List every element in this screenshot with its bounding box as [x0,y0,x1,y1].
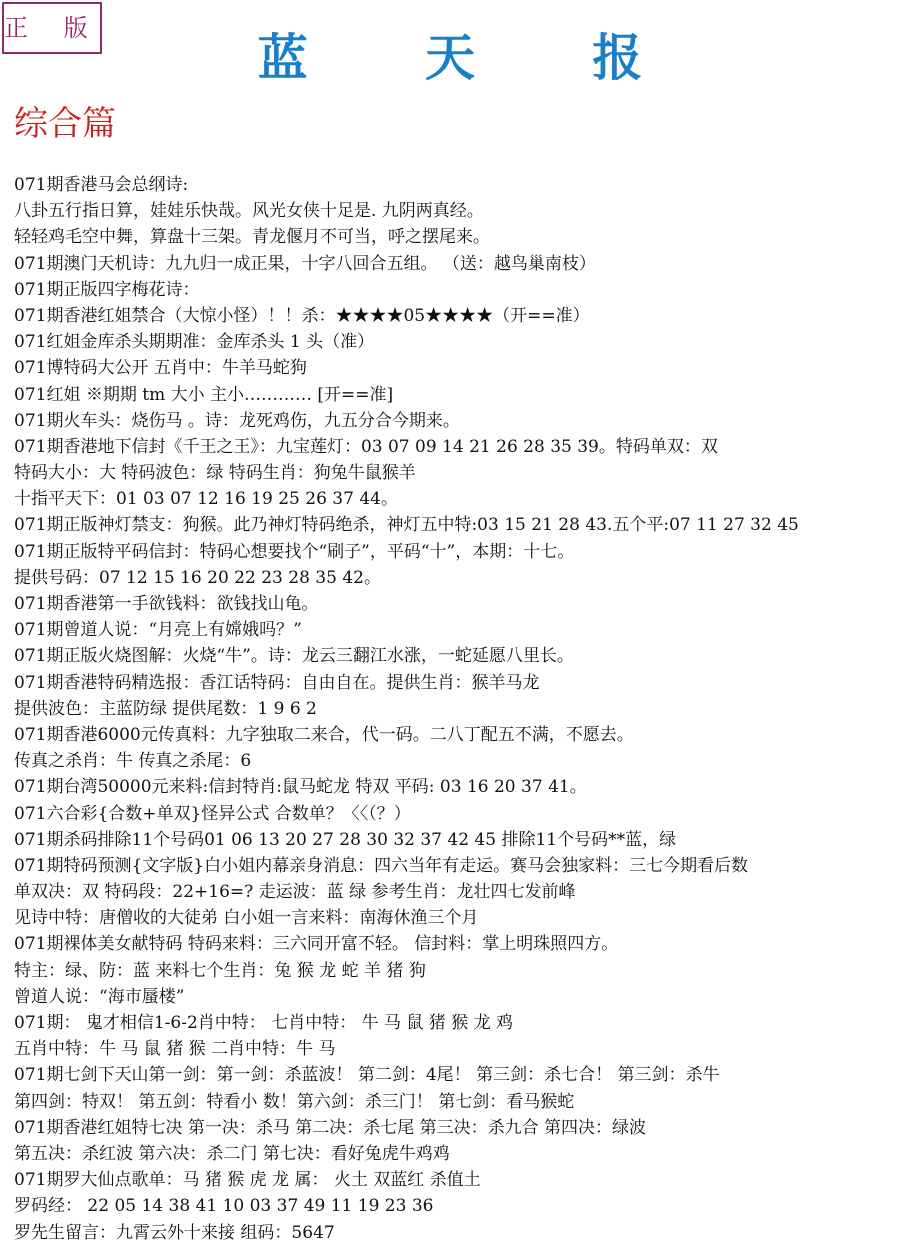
section-heading: 综合篇 [14,104,116,144]
text-line: 071期裸体美女献特码 特码来料：三六同开富不轻。 信封料：掌上明珠照四方。 [14,934,619,955]
text-line: 罗码经： 22 05 14 38 41 10 03 37 49 11 19 23 36 [14,1196,434,1217]
text-line: 071期香港地下信封《千王之王》：九宝莲灯：03 07 09 14 21 26 28 35 39。特码单双：双 [14,436,718,457]
edition-badge: 正 版 [2,2,102,54]
text-line: 特码大小：大 特码波色：绿 特码生肖：狗兔牛鼠猴羊 [14,463,416,484]
text-line: 提供波色：主蓝防绿 提供尾数：1 9 6 2 [14,698,317,719]
text-line: 071期曾道人说：“月亮上有嫦娥吗？” [14,620,302,641]
text-line: 071期火车头：烧伤马 。诗：龙死鸡伤，九五分合今期来。 [14,410,460,431]
text-line: 071期特码预测{文字版}白小姐内幕亲身消息：四六当年有走运。赛马会独家料：三七今期看后数 [14,855,749,876]
text-line: 071期正版神灯禁支：狗猴。此乃神灯特码绝杀，神灯五中特:03 15 21 28 43.五个平:07 11 27 32 45 [14,515,799,536]
text-line: 第四剑：特双！ 第五剑：特看小 数！第六剑：杀三门！ 第七剑：看马猴蛇 [14,1091,575,1112]
text-line: 071红姐 ※期期 tm 大小 主小………… [开==准] [14,384,394,405]
text-line: 071期正版火烧图解：火烧“牛”。诗：龙云三翻江水涨，一蛇延愿八里长。 [14,646,574,667]
text-line: 071六合彩{合数+单双}怪异公式 合数单？〈〈（？） [14,803,411,824]
text-line: 071期香港6000元传真料：九字独取二来合，代一码。二八丁配五不满，不愿去。 [14,724,634,745]
text-line: 071期澳门天机诗：九九归一成正果，十字八回合五组。 （送：越鸟巢南枝） [14,253,596,274]
text-line: 071期香港马会总纲诗: [14,175,189,195]
text-line: 071期香港特码精选报：香江话特码：自由自在。提供生肖：猴羊马龙 [14,672,540,693]
text-line: 071期正版四字梅花诗： [14,279,200,300]
text-line: 071期香港红姐特七决 第一决：杀马 第二决：杀七尾 第三决：杀九合 第四决：绿波 [14,1117,647,1138]
text-line: 提供号码：07 12 15 16 20 22 23 28 35 42。 [14,567,381,588]
text-line: 五肖中特：牛 马 鼠 猪 猴 二肖中特：牛 马 [14,1039,336,1060]
text-line: 071博特码大公开 五肖中：牛羊马蛇狗 [14,358,307,379]
text-line: 特主：绿、防：蓝 来料七个生肖：兔 猴 龙 蛇 羊 猪 狗 [14,960,426,981]
text-line: 罗先生留言：九霄云外十来接 组码：5647 [14,1222,335,1243]
text-line: 071期罗大仙点歌单：马 猪 猴 虎 龙 属： 火土 双蓝红 杀值土 [14,1170,481,1191]
text-line: 轻轻鸡毛空中舞，算盘十三架。青龙偃月不可当，呼之摆尾来。 [14,227,490,248]
text-line: 八卦五行指日算，娃娃乐快哉。风光女侠十足是. 九阴两真经。 [14,201,484,222]
text-line: 071期台湾50000元来料:信封特肖:鼠马蛇龙 特双 平码: 03 16 20 37 41。 [14,777,587,798]
text-line: 第五决：杀红波 第六决：杀二门 第七决：看好兔虎牛鸡鸡 [14,1143,450,1164]
text-line: 见诗中特：唐僧收的大徒弟 白小姐一言来料：南海休渔三个月 [14,908,479,929]
text-line: 071期正版特平码信封：特码心想要找个“刷子”，平码“十”，本期：十七。 [14,541,575,562]
text-line: 071期杀码排除11个号码01 06 13 20 27 28 30 32 37 42 45 排除11个号码**蓝，绿 [14,829,677,850]
text-line: 传真之杀肖：牛 传真之杀尾：6 [14,751,252,772]
article-body [14,172,898,1246]
text-line: 单双决：双 特码段：22+16=? 走运波：蓝 绿 参考生肖：龙壮四七发前峰 [14,882,576,903]
text-line: 071期： 鬼才相信1-6-2肖中特： 七肖中特： 牛 马 鼠 猪 猴 龙 鸡 [14,1013,514,1033]
text-line: 071期七剑下天山第一剑：第一剑：杀蓝波！ 第二剑：4尾！ 第三剑：杀七合！ 第三剑：杀牛 [14,1065,720,1086]
masthead-title: 蓝 天 报 [257,28,693,87]
text-line: 曾道人说：“海市蜃楼” [14,986,185,1007]
text-line: 十指平天下：01 03 07 12 16 19 25 26 37 44。 [14,489,398,510]
text-line: 071期香港第一手欲钱料：欲钱找山龟。 [14,594,319,614]
text-line: 071红姐金库杀头期期准：金库杀头 1 头（准） [14,332,375,353]
text-line: 071期香港红姐禁合（大惊小怪）！！杀：★★★★05★★★★（开==准） [14,305,590,326]
